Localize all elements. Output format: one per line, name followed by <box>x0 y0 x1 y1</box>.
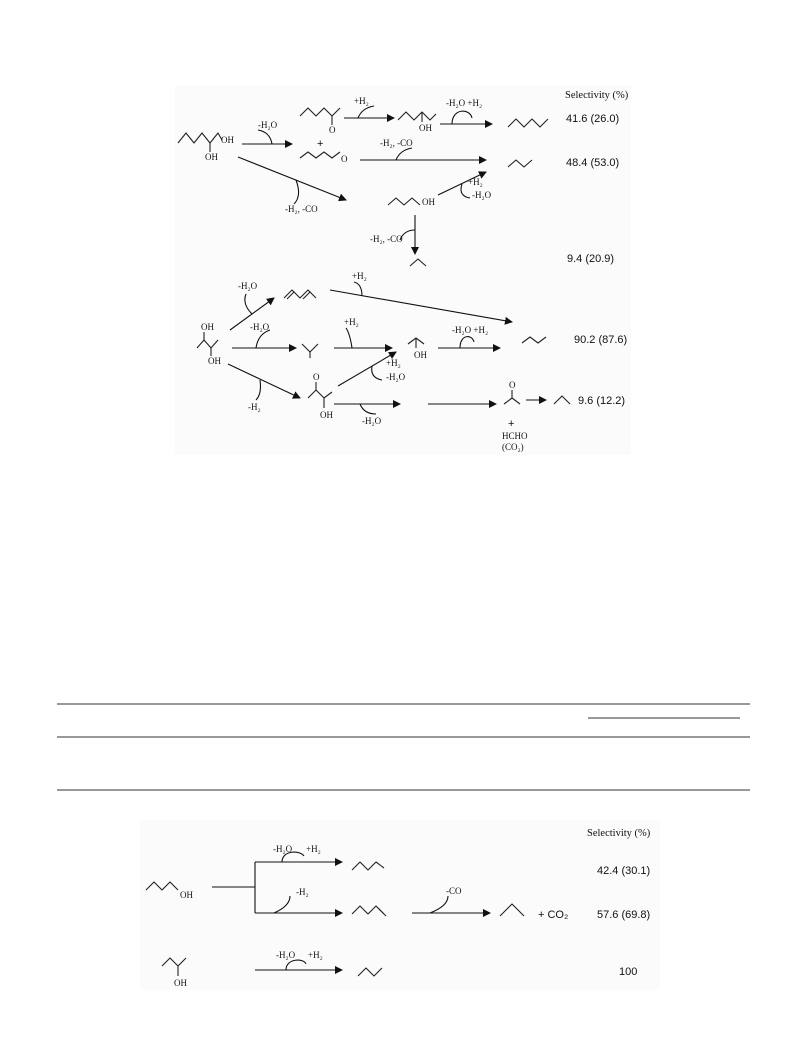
selectivity-value: 9.6 (12.2) <box>578 395 626 407</box>
minus-h2o-label: -H₂O <box>250 322 270 332</box>
oh-label: OH <box>414 350 427 360</box>
plus-h2-label: +H₂ <box>354 96 369 106</box>
minus-h2o-plus-h2-label: -H₂O +H₂ <box>452 325 489 335</box>
plus-sign: + <box>317 138 324 150</box>
minus-h2o-label: -H₂O <box>258 120 278 130</box>
selectivity-header: Selectivity (%) <box>565 90 629 101</box>
oh-label: OH <box>320 410 333 420</box>
selectivity-header: Selectivity (%) <box>587 828 651 839</box>
oh-label: OH <box>422 197 435 207</box>
oh-label: OH <box>180 890 193 900</box>
hcho-label: HCHO <box>502 431 528 441</box>
plus-h2-label: +H₂ <box>352 271 367 281</box>
plus-co2-label: + CO₂ <box>538 909 569 921</box>
minus-h2o-plus-h2-label: -H₂O +H₂ <box>446 98 483 108</box>
minus-h2-minus-co-label: -H₂, -CO <box>285 204 318 214</box>
scheme-bottom-background <box>140 820 660 990</box>
o-label: O <box>313 372 320 382</box>
table-rules <box>57 704 750 790</box>
minus-h2-minus-co-label: -H₂, -CO <box>380 138 413 148</box>
oh-label: OH <box>201 322 214 332</box>
o-label: O <box>509 380 516 390</box>
selectivity-value: 90.2 (87.6) <box>574 334 628 346</box>
oh-label: OH <box>419 123 432 133</box>
plus-h2-label: +H₂ <box>468 177 483 187</box>
reaction-scheme-top <box>175 85 631 455</box>
minus-co-label: -CO <box>446 886 462 896</box>
oh-label: OH <box>221 135 234 145</box>
minus-h2o-label: -H₂O <box>472 190 492 200</box>
minus-h2-minus-co-label: -H₂, -CO <box>370 234 403 244</box>
selectivity-value: 41.6 (26.0) <box>566 113 620 125</box>
minus-h2-label: -H₂ <box>296 887 309 897</box>
minus-h2o-label: -H₂O <box>362 416 382 426</box>
selectivity-value: 42.4 (30.1) <box>597 865 651 877</box>
o-label: O <box>341 154 348 164</box>
plus-h2-label: +H₂ <box>306 844 321 854</box>
selectivity-value: 48.4 (53.0) <box>566 157 620 169</box>
oh-label: OH <box>208 356 221 366</box>
selectivity-value: 100 <box>619 966 638 978</box>
plus-h2-label: +H₂ <box>344 317 359 327</box>
selectivity-value: 9.4 (20.9) <box>567 253 615 265</box>
oh-label: OH <box>205 152 218 162</box>
plus-h2-label: +H₂ <box>386 358 401 368</box>
plus-sign: + <box>508 418 515 430</box>
plus-h2-label: +H₂ <box>308 950 323 960</box>
minus-h2o-label: -H₂O <box>238 281 258 291</box>
minus-h2-label: -H₂ <box>248 402 261 412</box>
minus-h2o-label: -H₂O <box>273 844 293 854</box>
oh-label: OH <box>174 978 187 988</box>
co2-label: (CO₂) <box>502 442 524 452</box>
minus-h2o-label: -H₂O <box>276 950 296 960</box>
reaction-scheme-bottom <box>140 820 660 990</box>
o-label: O <box>329 125 336 135</box>
selectivity-value: 57.6 (69.8) <box>597 909 651 921</box>
minus-h2o-label: -H₂O <box>386 372 406 382</box>
